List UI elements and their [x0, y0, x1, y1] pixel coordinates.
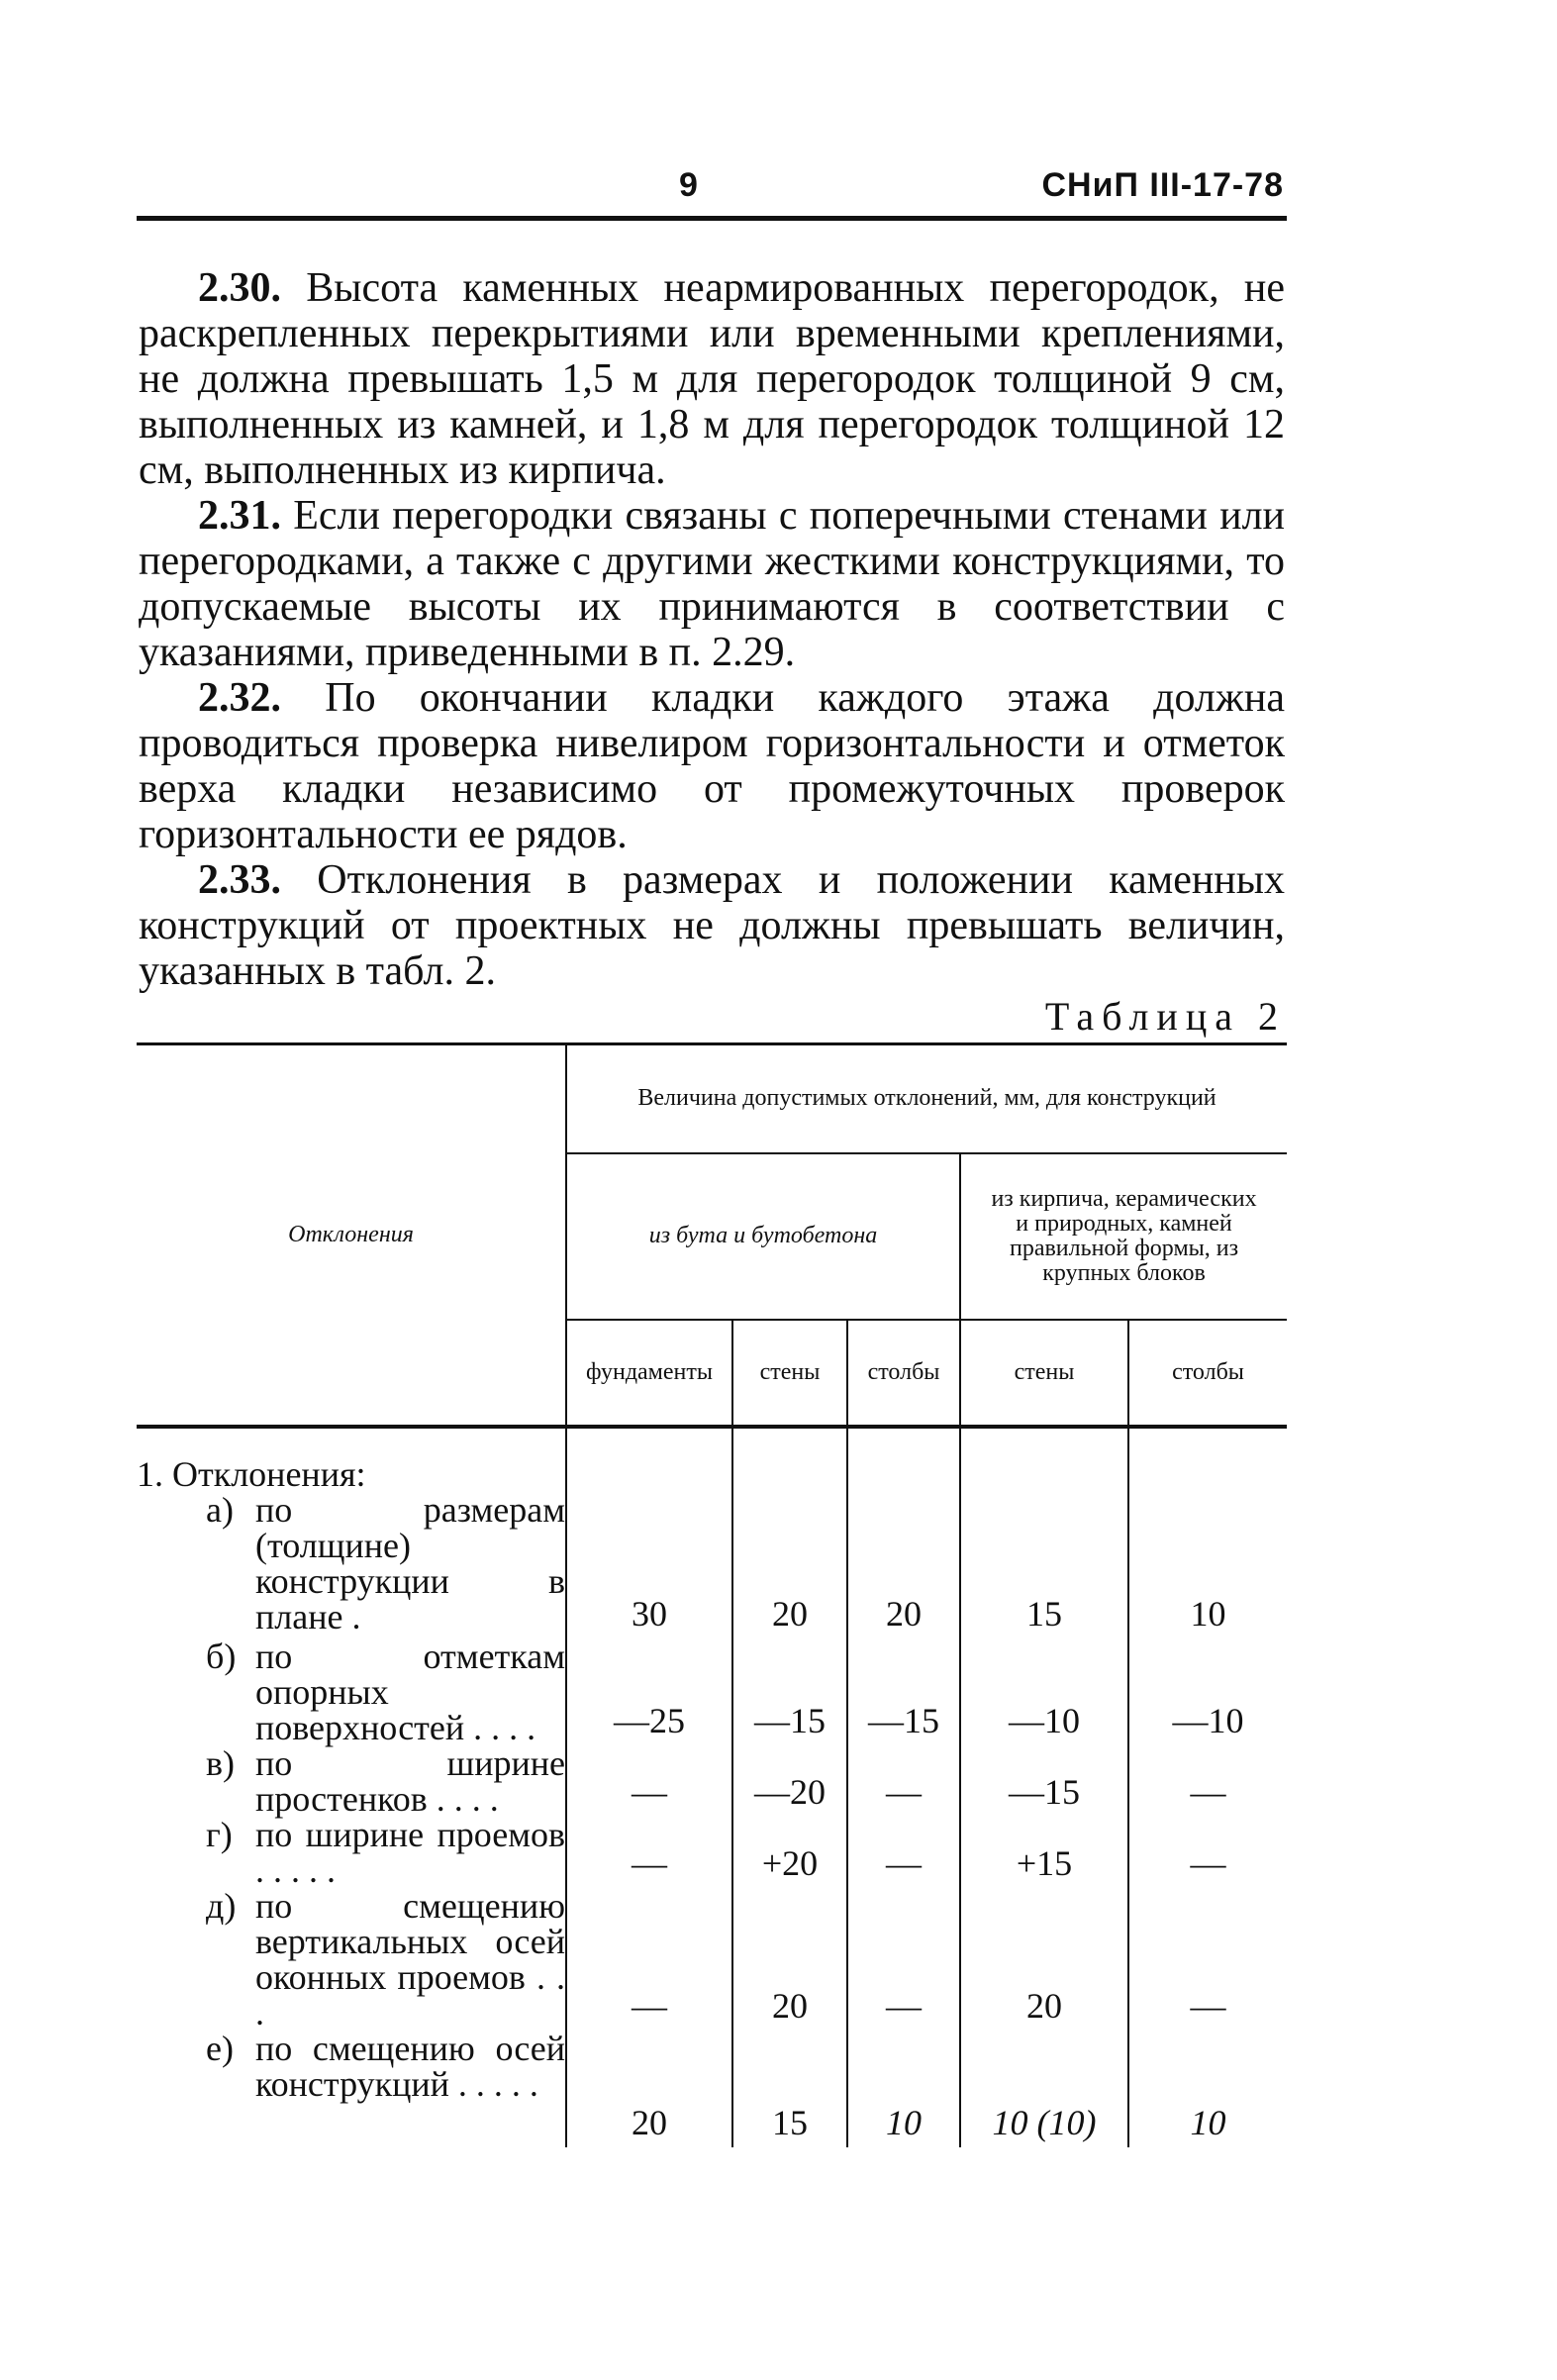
table-row: [137, 1492, 1287, 1638]
col-pillars-brick: столбы: [1128, 1320, 1287, 1427]
cell: —: [847, 1817, 960, 1888]
cell: —: [847, 1745, 960, 1817]
col-foundations: фундаменты: [566, 1320, 732, 1427]
row-letter: в): [206, 1742, 235, 1783]
cell: 10: [1128, 1492, 1287, 1638]
row-label: по ширине проемов . . . . .: [255, 1814, 565, 1890]
cell: 15: [732, 2031, 847, 2147]
header-rule: [137, 216, 1287, 221]
cell: —25: [566, 1638, 732, 1745]
paragraph-text: Если перегородки связаны с поперечными стенами или перегородками, а также с другими жесткими конструкциями, то допускаемые высоты их принимаются в соответствии с указаниями, приведенными в п. 2.29.: [139, 493, 1286, 675]
cell: 20: [732, 1492, 847, 1638]
cell: —: [566, 1817, 732, 1888]
document-code: СНиП III-17-78: [1041, 166, 1284, 204]
cell: —15: [732, 1638, 847, 1745]
body-text: [139, 265, 1285, 994]
cell: —15: [847, 1638, 960, 1745]
header-brick: из кирпича, керамических и природных, камней правильной формы, из крупных блоков: [960, 1153, 1287, 1320]
row-letter: а): [206, 1489, 234, 1530]
cell: 20: [732, 1888, 847, 2031]
section-row: [137, 1427, 1287, 1492]
col-walls-rubble: стены: [732, 1320, 847, 1427]
row-letter: д): [206, 1885, 237, 1926]
table-row: [137, 1817, 1287, 1888]
table-row: [137, 1745, 1287, 1817]
cell: 20: [847, 1492, 960, 1638]
header-group: Величина допустимых отклонений, мм, для конструкций: [566, 1044, 1287, 1153]
row-letter: е): [206, 2028, 234, 2068]
paragraph-2-31: [139, 493, 1285, 675]
deviation-table: [137, 1042, 1287, 2147]
paragraph-number: 2.30.: [198, 265, 281, 311]
paragraph-number: 2.31.: [198, 493, 281, 539]
cell: —: [566, 1745, 732, 1817]
cell: +15: [960, 1817, 1128, 1888]
col-walls-brick: стены: [960, 1320, 1128, 1427]
cell: —15: [960, 1745, 1128, 1817]
cell: —: [847, 1888, 960, 2031]
row-letter: г): [206, 1814, 233, 1854]
cell: —: [566, 1888, 732, 2031]
section-label: 1. Отклонения:: [137, 1427, 566, 1492]
paragraph-text: Высота каменных неармированных перегородок, не раскрепленных перекрытиями или временными креплениями, не должна превышать 1,5 м для перегородок толщиной 9 см, выполненных из камней, и 1,8 м для перегородок толщиной 12 см, выполненных из кирпича.: [139, 265, 1285, 493]
table-header-row: [137, 1044, 1287, 1153]
row-label: по смещению вертикальных осей оконных проемов . . .: [255, 1885, 565, 2033]
paragraph-2-33: [139, 857, 1285, 994]
row-label: по смещению осей конструкций . . . . .: [255, 2028, 565, 2104]
cell: 15: [960, 1492, 1128, 1638]
row-letter: б): [206, 1636, 237, 1676]
cell: —: [1128, 1817, 1287, 1888]
page-number: 9: [679, 166, 698, 204]
row-label: по отметкам опорных поверхностей . . . .: [255, 1636, 565, 1747]
paragraph-text: Отклонения в размерах и положении каменных конструкций от проектных не должны превышать величин, указанных в табл. 2.: [139, 857, 1286, 994]
cell: —10: [1128, 1638, 1287, 1745]
header-rubble: из бута и бутобетона: [566, 1153, 960, 1320]
paragraph-text: По окончании кладки каждого этажа должна проводиться проверка нивелиром горизонтальности и отметок верха кладки независимо от промежуточных проверок горизонтальности ее рядов.: [139, 675, 1285, 857]
paragraph-number: 2.32.: [198, 675, 281, 721]
cell: 10 (10): [960, 2031, 1128, 2147]
paragraph-number: 2.33.: [198, 857, 281, 903]
cell: 20: [960, 1888, 1128, 2031]
col-pillars-rubble: столбы: [847, 1320, 960, 1427]
cell: —: [1128, 1745, 1287, 1817]
paragraph-2-30: [139, 265, 1285, 493]
cell: —10: [960, 1638, 1128, 1745]
paragraph-2-32: [139, 675, 1285, 857]
cell: 30: [566, 1492, 732, 1638]
row-label: по ширине простенков . . . .: [255, 1742, 565, 1819]
table-row: [137, 1888, 1287, 2031]
header-deviation: Отклонения: [288, 1221, 414, 1247]
cell: —20: [732, 1745, 847, 1817]
cell: —: [1128, 1888, 1287, 2031]
table-row: [137, 2031, 1287, 2147]
cell: 10: [1128, 2031, 1287, 2147]
row-label: по размерам (толщине) конструкции в плане .: [255, 1489, 565, 1636]
table-row: [137, 1638, 1287, 1745]
table-caption: Таблица 2: [1044, 994, 1286, 1039]
cell: 20: [566, 2031, 732, 2147]
cell: 10: [847, 2031, 960, 2147]
cell: +20: [732, 1817, 847, 1888]
